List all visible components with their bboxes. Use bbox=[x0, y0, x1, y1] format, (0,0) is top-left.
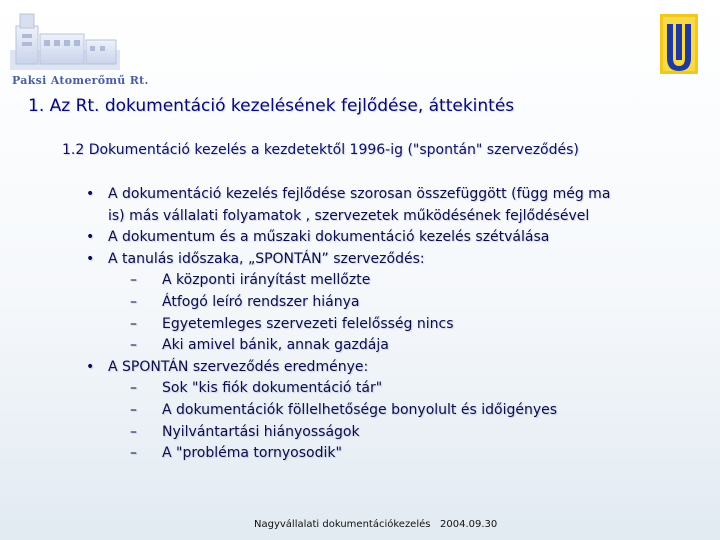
emblem-icon bbox=[660, 14, 698, 74]
bullet-text: A dokumentum és a műszaki dokumentáció kezelés szétválása bbox=[108, 229, 550, 246]
bullet-text: is) más vállalati folyamatok , szervezetek működésének fejlődésével bbox=[108, 207, 590, 224]
footer-date: 2004.09.30 bbox=[440, 519, 498, 530]
footer-title: Nagyvállalati dokumentációkezelés bbox=[254, 519, 431, 530]
sub-bullet-text: Egyetemleges szervezeti felelősség nincs bbox=[162, 315, 454, 332]
dash-marker: – bbox=[130, 380, 137, 397]
list-item bbox=[86, 206, 706, 228]
bullet-text: A SPONTÁN szerveződés eredménye: bbox=[108, 358, 369, 375]
bullet-marker: • bbox=[86, 358, 95, 375]
slide-title: 1. Az Rt. dokumentáció kezelésének fejlődése, áttekintés bbox=[28, 96, 515, 116]
list-item bbox=[86, 357, 706, 379]
dash-marker: – bbox=[130, 423, 137, 440]
dash-marker: – bbox=[130, 401, 137, 418]
list-item bbox=[86, 292, 706, 314]
slide-subtitle: 1.2 Dokumentáció kezelés a kezdetektől 1996-ig ("spontán" szerveződés) bbox=[62, 142, 579, 158]
list-item bbox=[86, 443, 706, 465]
dash-marker: – bbox=[130, 445, 137, 462]
dash-marker: – bbox=[130, 337, 137, 354]
bullet-text: A tanulás időszaka, „SPONTÁN” szerveződés: bbox=[108, 250, 425, 267]
list-item bbox=[86, 378, 706, 400]
power-plant-building-icon bbox=[10, 6, 120, 72]
bullet-marker: • bbox=[86, 250, 95, 267]
list-item bbox=[86, 314, 706, 336]
list-item bbox=[86, 249, 706, 271]
bullet-text: A dokumentáció kezelés fejlődése szorosan összefüggött (függ még ma bbox=[108, 186, 611, 202]
bullet-marker: • bbox=[86, 186, 95, 202]
dash-marker: – bbox=[130, 293, 137, 310]
sub-bullet-text: A dokumentációk föllelhetősége bonyolult és időigényes bbox=[162, 401, 558, 418]
dash-marker: – bbox=[130, 315, 137, 332]
list-item bbox=[86, 184, 706, 206]
sub-bullet-text: Sok "kis fiók dokumentáció tár" bbox=[162, 380, 383, 397]
list-item bbox=[86, 227, 706, 249]
sub-bullet-text: A központi irányítást mellőzte bbox=[162, 272, 371, 289]
sub-bullet-text: Aki amivel bánik, annak gazdája bbox=[162, 337, 389, 354]
company-caption: Paksi Atomerőmű Rt. bbox=[12, 74, 149, 87]
dash-marker: – bbox=[130, 272, 137, 289]
bullet-list bbox=[86, 184, 706, 465]
list-item bbox=[86, 335, 706, 357]
paks-logo bbox=[4, 6, 154, 86]
company-emblem bbox=[660, 14, 698, 74]
list-item bbox=[86, 400, 706, 422]
list-item bbox=[86, 422, 706, 444]
sub-bullet-text: A "probléma tornyosodik" bbox=[162, 445, 342, 462]
bullet-marker: • bbox=[86, 229, 95, 246]
list-item bbox=[86, 270, 706, 292]
sub-bullet-text: Átfogó leíró rendszer hiánya bbox=[162, 293, 360, 310]
sub-bullet-text: Nyilvántartási hiányosságok bbox=[162, 423, 360, 440]
